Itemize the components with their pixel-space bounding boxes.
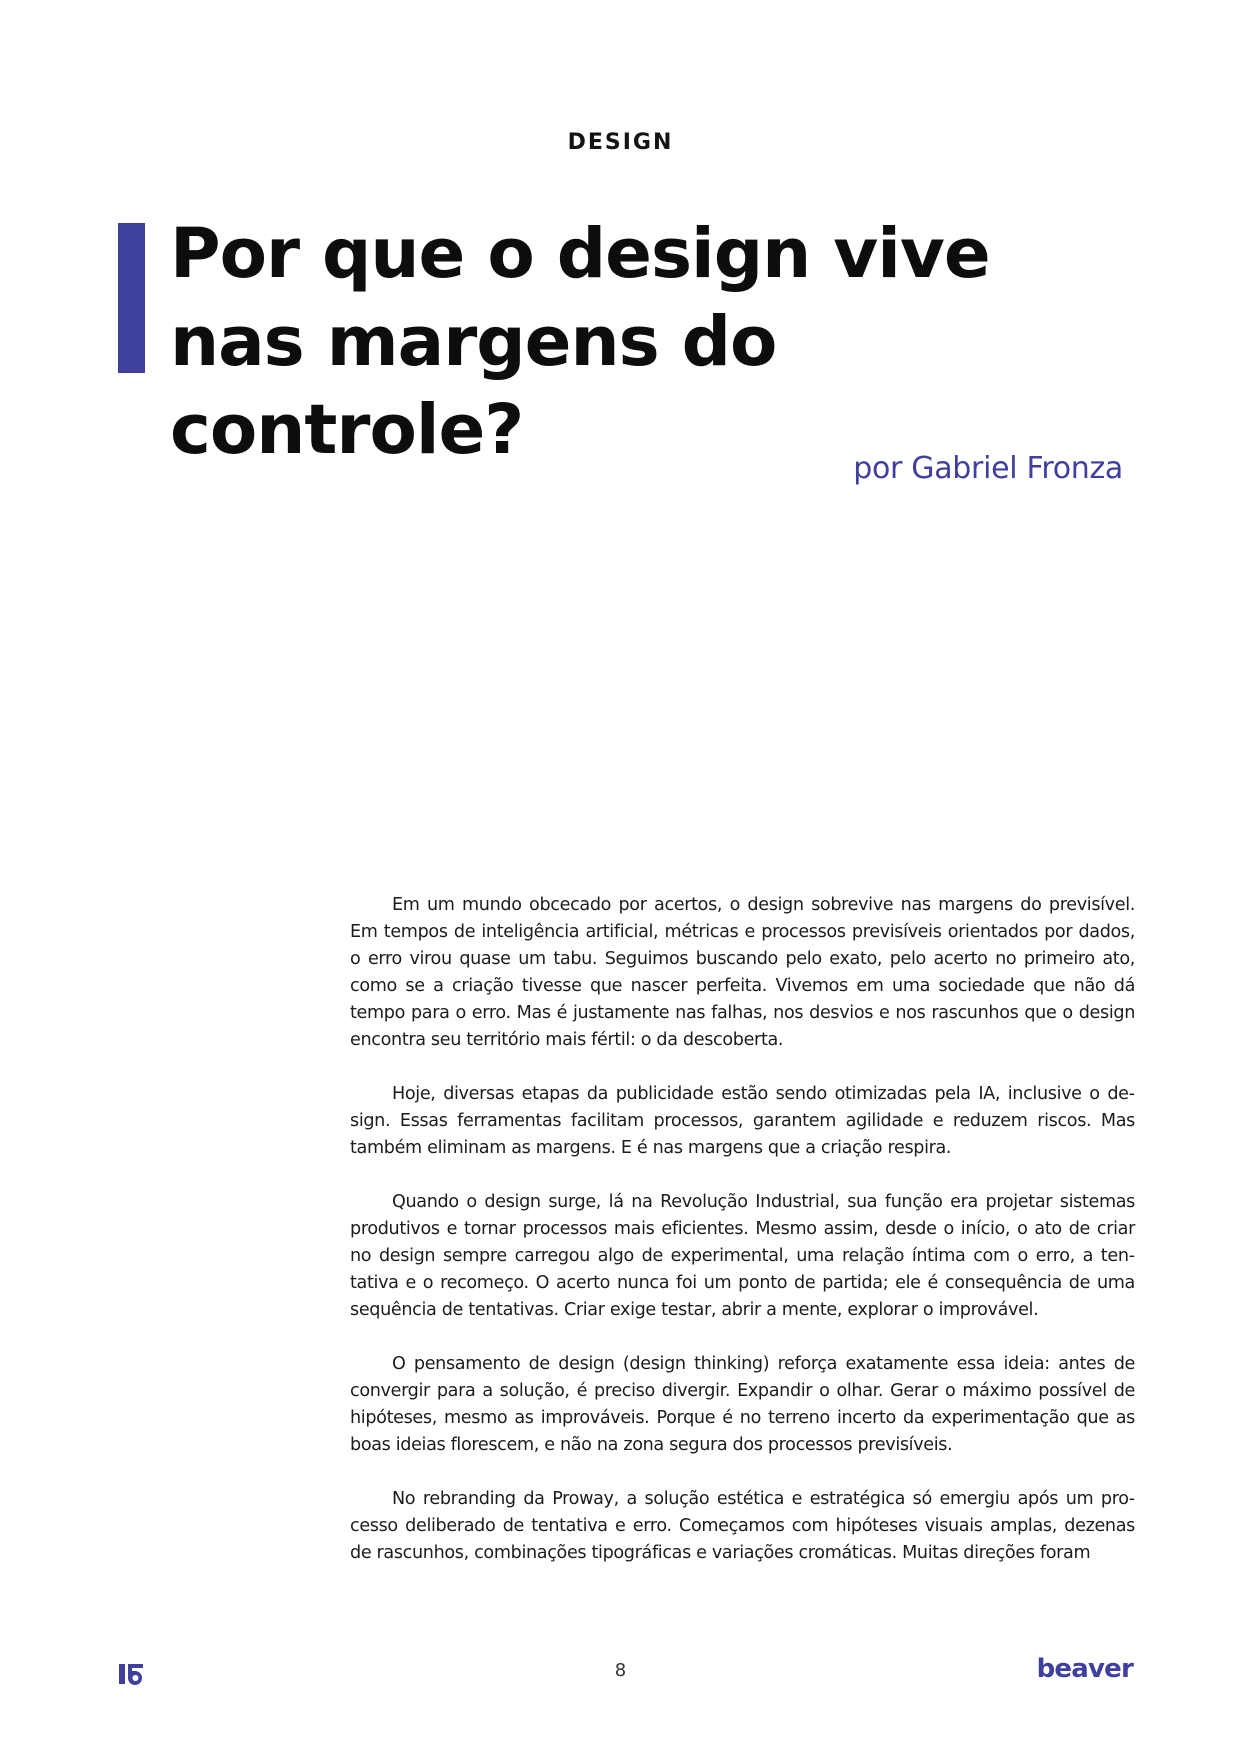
title-accent-bar <box>118 223 145 373</box>
beaver-logo: beaver <box>1036 1654 1133 1684</box>
page-number: 8 <box>614 1660 627 1681</box>
article-title: Por que o design vive nas margens do controle? <box>170 214 990 470</box>
body-paragraph: Hoje, diversas etapas da publicidade estão sendo otimizadas pela IA, inclusive o design. Essas ferramentas facilitam processos, garantem agilidade e reduzem riscos. Mas também eliminam as margens. E é nas margens que a criação respira. <box>350 1084 1135 1158</box>
body-paragraph: O pensamento de design (design thinking) reforça exatamente essa ideia: antes de convergir para a solução, é preciso divergir. Expandir o olhar. Gerar o máximo possível de hipóteses, mesmo as improváveis. Porque é no terreno incerto da experimentação que as boas ideias florescem, e não na zona segura dos processos previsíveis. <box>350 1354 1135 1455</box>
article-byline: por Gabriel Fronza <box>853 451 1123 486</box>
section-label: DESIGN <box>567 130 674 155</box>
body-paragraph: No rebranding da Proway, a solução estética e estratégica só emergiu após um processo deliberado de tentativa e erro. Começamos com hipóteses visuais amplas, dezenas de rascunhos, combinações tipográficas e variações cromáticas. Muitas direções foram <box>350 1489 1135 1563</box>
article-body <box>350 892 1135 1594</box>
body-paragraph: Em um mundo obcecado por acertos, o design sobrevive nas margens do previsível. Em tempos de inteligência artificial, métricas e processos previsíveis orientados por dados, o erro virou quase um tabu. Seguimos buscando pelo exato, pelo acerto no primeiro ato, como se a criação tivesse que nascer perfeita. Vivemos em uma sociedade que não dá tempo para o erro. Mas é justamente nas falhas, nos desvios e nos rascunhos que o design encontra seu território mais fértil: o da descoberta. <box>350 895 1135 1050</box>
body-paragraph: Quando o design surge, lá na Revolução Industrial, sua função era projetar sistemas produtivos e tornar processos mais eficientes. Mesmo assim, desde o início, o ato de criar no design sempre carregou algo de experimental, uma relação íntima com o erro, a tentativa e o recomeço. O acerto nunca foi um ponto de partida; ele é consequência de uma sequência de tentativas. Criar exige testar, abrir a mente, explorar o improvável. <box>350 1192 1135 1320</box>
